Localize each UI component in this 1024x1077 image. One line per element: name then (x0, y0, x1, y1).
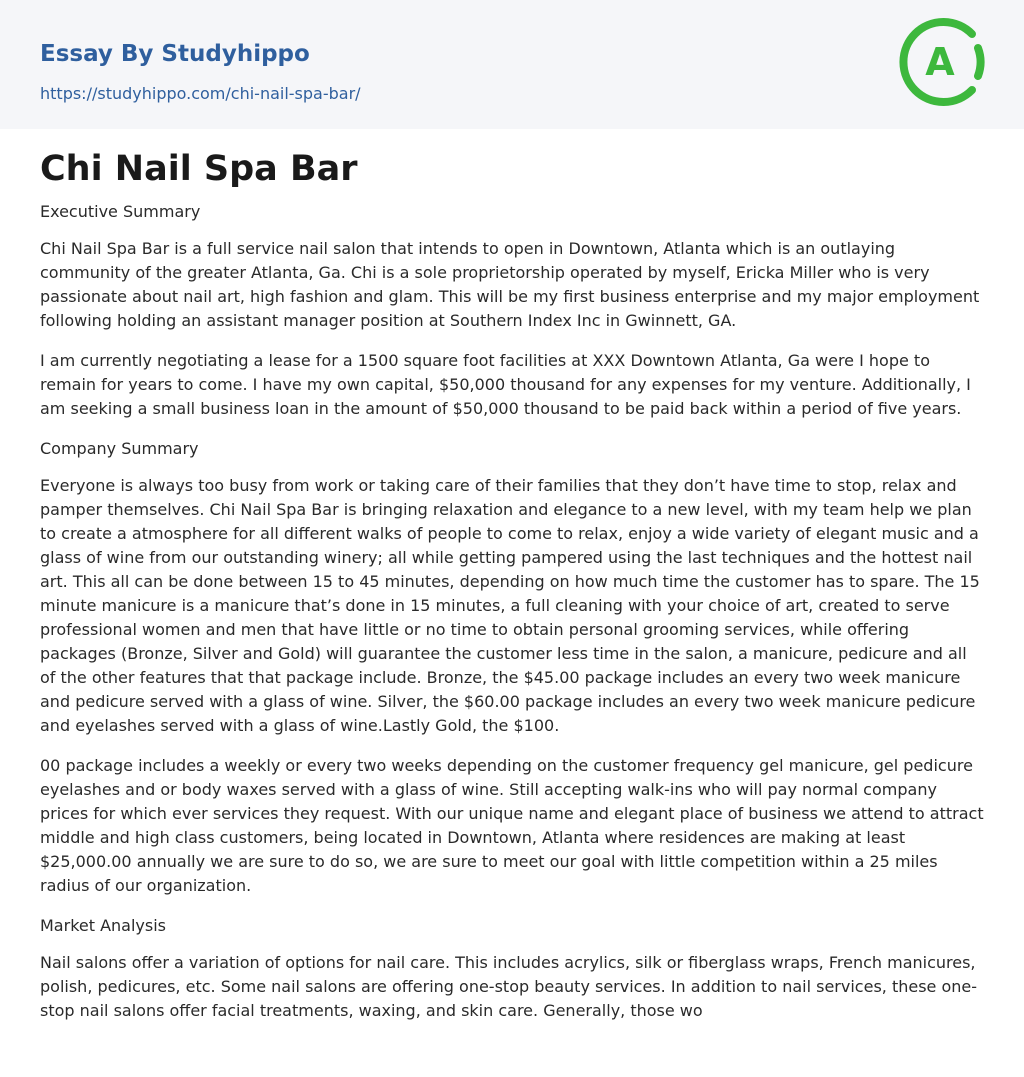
section-heading-executive-summary: Executive Summary (40, 202, 201, 221)
section-heading-company-summary: Company Summary (40, 439, 199, 458)
studyhippo-logo-icon[interactable] (898, 18, 986, 106)
section-heading-market-analysis: Market Analysis (40, 916, 167, 935)
logo-letter: A (925, 40, 955, 84)
brand-name[interactable]: Essay By Studyhippo (40, 41, 310, 67)
paragraph: Chi Nail Spa Bar is a full service nail salon that intends to open in Downtown, Atlanta which is an outlaying community of the greater Atlanta, Ga. Chi is a sole proprietorship operated by myself, Ericka Miller who is very passionate about nail art, high fashion and glam. This will be my first business enterprise and my major employment following holding an assistant manager position at Southern Index Inc in Gwinnett, GA. (40, 239, 980, 330)
paragraph: 00 package includes a weekly or every two weeks depending on the customer frequency gel manicure, gel pedicure eyelashes and or body waxes served with a glass of wine. Still accepting walk-ins who will pay normal company prices for which ever services they request. With our unique name and elegant place of business we attend to attract middle and high class customers, being located in Downtown, Atlanta where residences are making at least $25,000.00 annually we are sure to do so, we are sure to meet our goal with little competition within a 25 miles radius of our organization. (40, 756, 984, 895)
paragraph: I am currently negotiating a lease for a 1500 square foot facilities at XXX Downtown Atlanta, Ga were I hope to remain for years to come. I have my own capital, $50,000 thousand for any expenses for my venture. Additionally, I am seeking a small business loan in the amount of $50,000 thousand to be paid back within a period of five years. (40, 351, 971, 418)
site-header (0, 0, 1024, 129)
paragraph: Nail salons offer a variation of options for nail care. This includes acrylics, silk or fiberglass wraps, French manicures, polish, pedicures, etc. Some nail salons are offering one-stop beauty services. In addition to nail services, these one-stop nail salons offer facial treatments, waxing, and skin care. Generally, those wo (40, 953, 978, 1020)
page-title: Chi Nail Spa Bar (40, 149, 358, 189)
essay-url-link[interactable]: https://studyhippo.com/chi-nail-spa-bar/ (40, 84, 361, 103)
paragraph: Everyone is always too busy from work or taking care of their families that they don’t have time to stop, relax and pamper themselves. Chi Nail Spa Bar is bringing relaxation and elegance to a new level, with my team help we plan to create a atmosphere for all different walks of people to come to relax, enjoy a wide variety of elegant music and a glass of wine from our outstanding winery; all while getting pampered using the last techniques and the hottest nail art. This all can be done between 15 to 45 minutes, depending on how much time the customer has to spare. The 15 minute manicure is a manicure that’s done in 15 minutes, a full cleaning with your choice of art, created to serve professional women and men that have little or no time to obtain personal grooming services, while offering packages (Bronze, Silver and Gold) will guarantee the customer less time in the salon, a manicure, pedicure and all of the other features that that package include. Bronze, the $45.00 package includes an every two week manicure and pedicure served with a glass of wine. Silver, the $60.00 package includes an every two week manicure pedicure and eyelashes served with a glass of wine.Lastly Gold, the $100. (40, 476, 980, 735)
article-body (0, 149, 1024, 1023)
